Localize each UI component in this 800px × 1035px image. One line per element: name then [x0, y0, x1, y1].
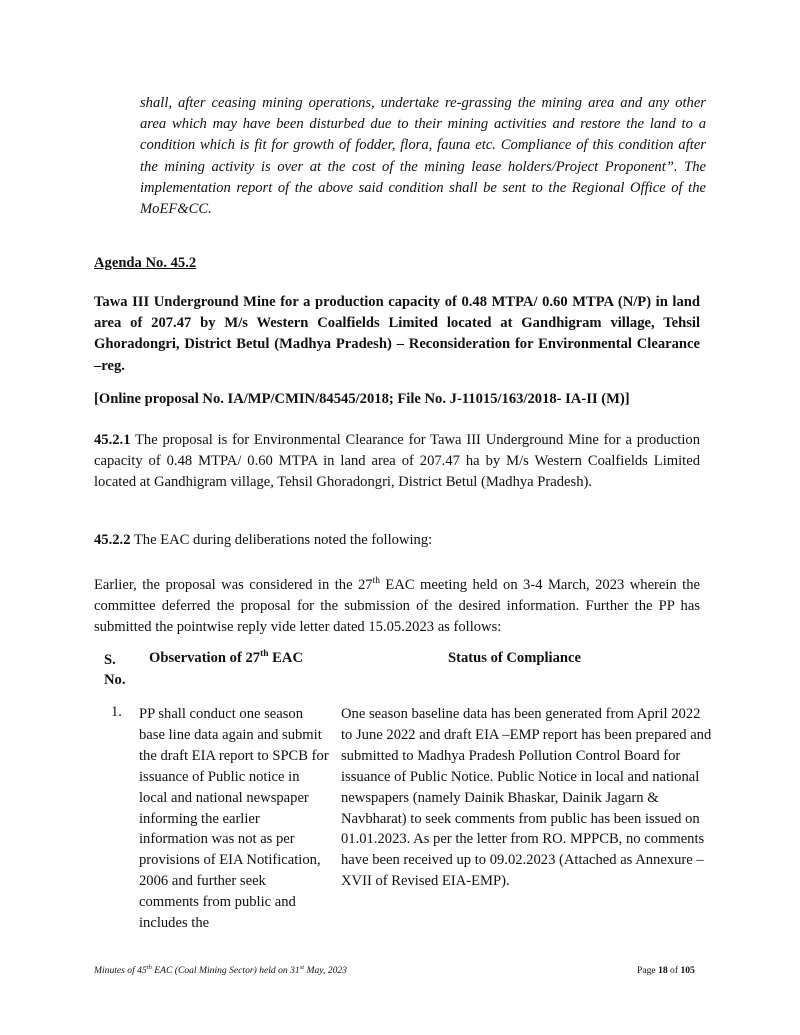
section-number: 45.2.2	[94, 532, 131, 548]
table-row-number: 1.	[111, 704, 122, 720]
table-row-observation: PP shall conduct one season base line data again and submit the draft EIA report to SPCB for issuance of Public notice in local and national newspaper informing the earlier information was not as per provisions of EIA Notification, 2006 and further seek comments from public and includes the	[139, 706, 329, 932]
footer-minutes-title: Minutes of 45th EAC (Coal Mining Sector) held on 31st May, 2023	[94, 963, 347, 976]
proposal-reference: [Online proposal No. IA/MP/CMIN/84545/2018; File No. J-11015/163/2018- IA-II (M)]	[94, 391, 630, 407]
page-number: Page 18 of 105	[637, 965, 695, 976]
section-45-2-1	[94, 430, 700, 494]
section-text: The EAC during deliberations noted the following:	[130, 532, 433, 548]
agenda-heading: Agenda No. 45.2	[94, 255, 197, 271]
continuation-paragraph: shall, after ceasing mining operations, undertake re-grassing the mining area and any other area which may have been disturbed due to their mining activities and restore the land to a condition which is fit for growth of fodder, flora, fauna etc. Compliance of this condition after the mining activity is over at the cost of the mining lease holders/Project Proponent”. The implementation report of the above said condition shall be sent to the Regional Office of the MoEF&CC.	[140, 95, 706, 218]
table-header-observation: Observation of 27th EAC	[149, 649, 303, 666]
table-row-status: One season baseline data has been generated from April 2022 to June 2022 and draft EIA –EMP report has been prepared and submitted to Madhya Pradesh Pollution Control Board for issuance of Public Notice. Public Notice in local and national newspapers (namely Dainik Bhaskar, Dainik Jagarn & Navbharat) to seek comments from public has been issued on 01.01.2023. As per the letter from RO. MPPCB, no comments have been received up to 09.02.2023 (Attached as Annexure –XVII of Revised EIA-EMP).	[341, 706, 712, 890]
section-text: The proposal is for Environmental Clearance for Tawa III Underground Mine for a production capacity of 0.48 MTPA/ 0.60 MTPA in land area of 207.47 ha by M/s Western Coalfields Limited located at Gandhigram village, Tehsil Ghoradongri, District Betul (Madhya Pradesh).	[94, 432, 700, 491]
table-header-status: Status of Compliance	[448, 650, 581, 666]
earlier-paragraph: Earlier, the proposal was considered in the 27th EAC meeting held on 3-4 March, 2023 wherein the committee deferred the proposal for the submission of the desired information. Further the PP has submitted the pointwise reply vide letter dated 15.05.2023 as follows:	[94, 576, 700, 636]
table-header-sno: S. No.	[104, 652, 126, 688]
proposal-title: Tawa III Underground Mine for a production capacity of 0.48 MTPA/ 0.60 MTPA (N/P) in land area of 207.47 by M/s Western Coalfields Limited located at Gandhigram village, Tehsil Ghoradongri, District Betul (Madhya Pradesh) – Reconsideration for Environmental Clearance –reg.	[94, 294, 700, 374]
section-45-2-2	[94, 532, 432, 549]
section-number: 45.2.1	[94, 432, 131, 448]
